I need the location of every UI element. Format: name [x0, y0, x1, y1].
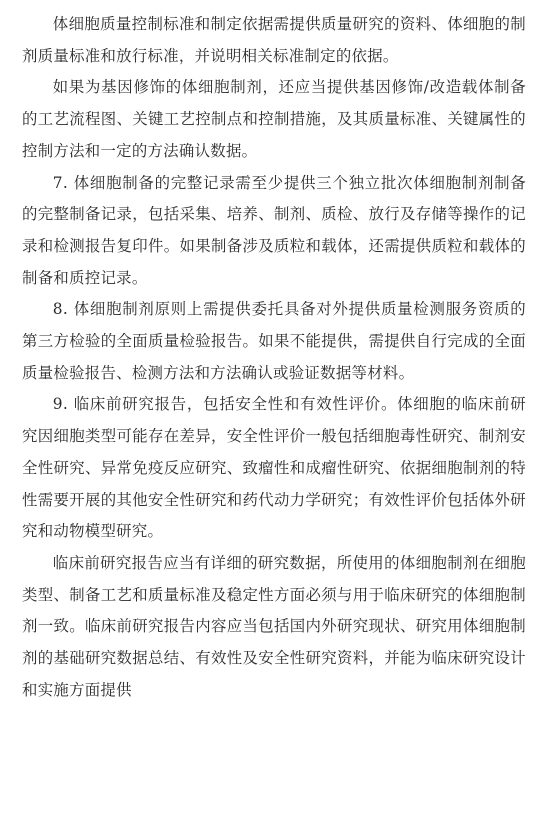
paragraph-item-9-preclinical-report: 9. 临床前研究报告，包括安全性和有效性评价。体细胞的临床前研究因细胞类型可能存在差异，安全性评价一般包括细胞毒性研究、制剂安全性研究、异常免疫反应研究、致瘤性和成瘤性研究、依据细胞制剂的特性需要开展的其他安全性研究和药代动力学研究；有效性评价包括体外研究和动物模型研究。	[22, 395, 526, 541]
paragraph-item-8-inspection-report: 8. 体细胞制剂原则上需提供委托具备对外提供质量检测服务资质的第三方检验的全面质量检验报告。如果不能提供，需提供自行完成的全面质量检验报告、检测方法和方法确认或验证数据等材料。	[22, 300, 526, 382]
paragraph-item-7-preparation-records: 7. 体细胞制备的完整记录需至少提供三个独立批次体细胞制剂制备的完整制备记录，包括采集、培养、制剂、质检、放行及存储等操作的记录和检测报告复印件。如果制备涉及质粒和载体，还需提供质粒和载体的制备和质控记录。	[22, 173, 526, 287]
paragraph-preclinical-data: 临床前研究报告应当有详细的研究数据，所使用的体细胞制剂在细胞类型、制备工艺和质量标准及稳定性方面必须与用于临床研究的体细胞制剂一致。临床前研究报告内容应当包括国内外研究现状、研究用体细胞制剂的基础研究数据总结、有效性及安全性研究资料，并能为临床研究设计和实施方面提供	[22, 553, 526, 699]
paragraph-quality-standards: 体细胞质量控制标准和制定依据需提供质量研究的资料、体细胞的制剂质量标准和放行标准，并说明相关标准制定的依据。	[22, 15, 526, 65]
paragraph-gene-modification: 如果为基因修饰的体细胞制剂，还应当提供基因修饰/改造载体制备的工艺流程图、关键工艺控制点和控制措施，及其质量标准、关键属性的控制方法和一定的方法确认数据。	[22, 78, 526, 160]
document-body	[22, 9, 526, 706]
